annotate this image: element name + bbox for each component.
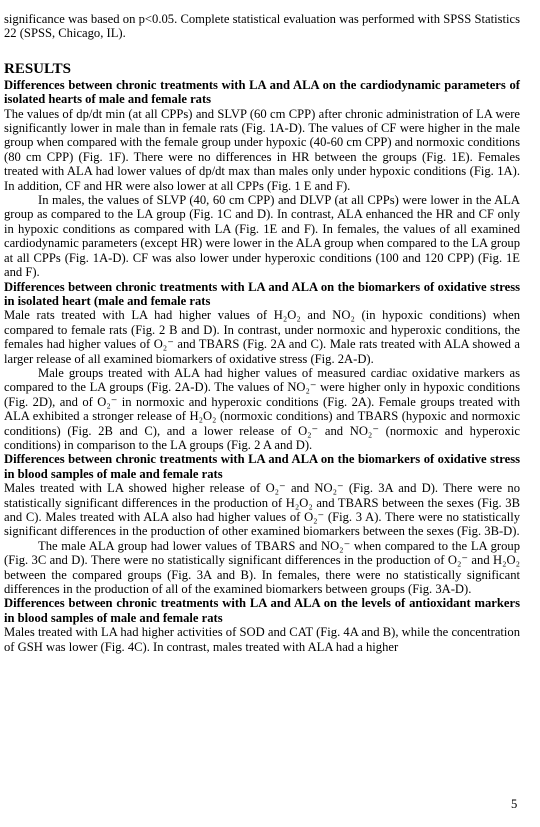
page-content bbox=[4, 12, 520, 654]
paragraph: Male rats treated with LA had higher values of H₂O₂ and NO₂ (in hypoxic conditions) when compared to female rats (Fig. 2 B and D). In contrast, under normoxic and hyperoxic conditions, the females had higher values of O₂⁻ and TBARS (Fig. 2A and C). Male rats treated with ALA showed a larger release of all examined biomarkers of oxidative stress (Fig. 2A-D). bbox=[4, 308, 520, 366]
page-number: 5 bbox=[511, 797, 518, 811]
paragraph: Male groups treated with ALA had higher values of measured cardiac oxidative markers as compared to the LA groups (Fig. 2A-D). The values of NO₂⁻ were higher only in hypoxic conditions (Fig. 2D), and of O₂⁻ in normoxic and hyperoxic conditions (Fig. 2A). Female groups treated with ALA exhibited a stronger release of H₂O₂ (normoxic conditions) and TBARS (hypoxic and normoxic conditions) (Fig. 2B and C), and a lower release of O₂⁻ and NO₂⁻ (normoxic and hyperoxic conditions) in comparison to the LA groups (Fig. 2 A and D). bbox=[4, 365, 520, 452]
intro-tail-paragraph: significance was based on p<0.05. Complete statistical evaluation was performed with SPSS Statistics 22 (SPSS, Chicago, IL). bbox=[4, 12, 520, 41]
paragraph: Males treated with LA had higher activities of SOD and CAT (Fig. 4A and B), while the concentration of GSH was lower (Fig. 4C). In contrast, males treated with ALA had a higher bbox=[4, 625, 520, 654]
paragraph: In males, the values of SLVP (40, 60 cm CPP) and DLVP (at all CPPs) were lower in the ALA group as compared to the LA group (Fig. 1C and D). In contrast, ALA enhanced the HR and CF only in hypoxic conditions as compared with LA (Fig. 1E and F). In females, the values of all examined cardiodynamic parameters (except HR) were lower in the ALA group when compared to the LA group at all CPPs (Fig. 1A-D). CF was also lower under hyperoxic conditions (100 and 120 CPP) (Fig. 1E and F). bbox=[4, 193, 520, 280]
section-heading-cardiodynamic: Differences between chronic treatments with LA and ALA on the cardiodynamic parameters of isolated hearts of male and female rats bbox=[4, 77, 520, 107]
paragraph: Males treated with LA showed higher release of O₂⁻ and NO₂⁻ (Fig. 3A and D). There were no statistically significant differences in the production of H₂O₂ and TBARS between the sexes (Fig. 3B and C). Males treated with ALA also had higher values of O₂⁻ (Fig. 3 A). There were no statistically significant differences in the production of other examined biomarkers between the sexes (Fig. 3B-D). bbox=[4, 481, 520, 539]
paragraph: The values of dp/dt min (at all CPPs) and SLVP (60 cm CPP) after chronic administration of LA were significantly lower in male than in female rats (Fig. 1A-D). The values of CF were higher in the male group when compared with the female group under hypoxic (40-60 cm CPP) and normoxic conditions (80 cm CPP) (Fig. 1F). There were no differences in HR between the groups (Fig. 1E). Females treated with ALA had lower values of dp/dt max than males only under hypoxic conditions (Fig. 1A). In addition, CF and HR were also lower at all CPPs (Fig. 1 E and F). bbox=[4, 106, 520, 193]
section-heading-heart-oxidative-stress: Differences between chronic treatments with LA and ALA on the biomarkers of oxidative stress in isolated heart (male and female rats bbox=[4, 279, 520, 308]
results-heading: RESULTS bbox=[4, 60, 71, 77]
section-heading-antioxidant-markers: Differences between chronic treatments with LA and ALA on the levels of antioxidant markers in blood samples of male and female rats bbox=[4, 596, 520, 625]
paragraph: The male ALA group had lower values of TBARS and NO₂⁻ when compared to the LA group (Fig. 3C and D). There were no statistically significant differences in the production of O₂⁻ and H₂O₂ between the compared groups (Fig. 3A and B). In females, there were no statistically significant differences in the production of all of the examined biomarkers between groups (Fig. 3A-D). bbox=[4, 538, 520, 597]
section-heading-blood-oxidative-stress: Differences between chronic treatments with LA and ALA on the biomarkers of oxidative stress in blood samples of male and female rats bbox=[4, 452, 520, 481]
